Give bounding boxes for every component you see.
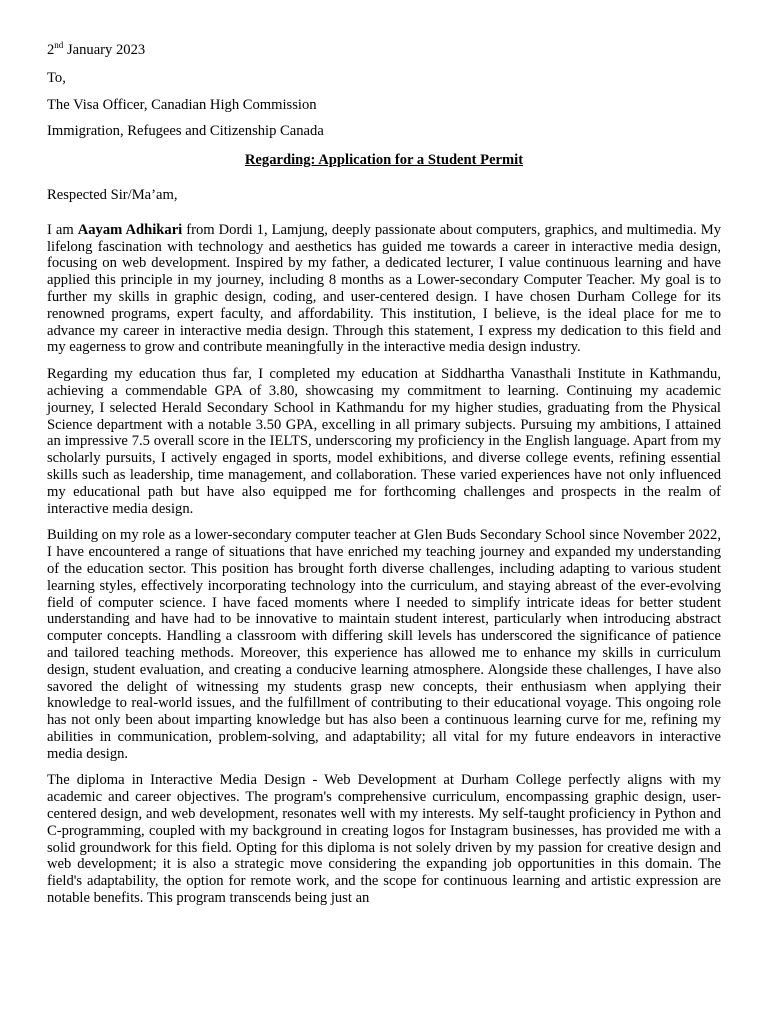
salutation: Respected Sir/Ma’am, (47, 186, 178, 203)
date-day: 2 (47, 42, 55, 58)
paragraph-teaching-experience: Building on my role as a lower-secondary computer teacher at Glen Buds Secondary School since November 2022, I have encountered a range of situations that have enriched my teaching journey and expanded my understanding of the education sector. This position has brought forth diverse challenges, including adapting to various student learning styles, effectively incorporating technology into the curriculum, and staying abreast of the ever-evolving field of computer science. I have faced moments where I needed to simplify intricate ideas for better student understanding and have had to be innovative to maintain student interest, particularly when introducing abstract computer concepts. Handling a classroom with differing skill levels has underscored the significance of patience and tailored teaching methods. Moreover, this experience has allowed me to enhance my skills in curriculum design, student evaluation, and creating a conducive learning atmosphere. Alongside these challenges, I have also savored the delight of witnessing my students grasp new concepts, their enthusiasm when applying their knowledge to real-world issues, and the fulfillment of contributing to their educational voyage. This ongoing role has not only been about imparting knowledge but has also been a continuous learning curve for me, refining my abilities in communication, problem-solving, and adaptability; all vital for my future endeavors in interactive media design. (47, 527, 721, 762)
recipient-line-2: Immigration, Refugees and Citizenship Canada (47, 123, 324, 140)
date-suffix: nd (54, 40, 64, 51)
recipient-line-1: The Visa Officer, Canadian High Commission (47, 96, 317, 113)
date-rest: January 2023 (63, 42, 146, 58)
letter-page (47, 42, 721, 917)
intro-start: I am (47, 221, 78, 238)
letter-date (47, 42, 721, 59)
paragraph-introduction (47, 222, 721, 356)
subject-heading: Regarding: Application for a Student Permit (244, 152, 524, 169)
applicant-name: Aayam Adhikari (77, 221, 183, 238)
paragraph-education: Regarding my education thus far, I completed my education at Siddhartha Vanasthali Institute in Kathmandu, achieving a commendable GPA of 3.80, showcasing my commitment to learning. Continuing my academic journey, I selected Herald Secondary School in Kathmandu for my higher studies, graduating from the Physical Science department with a notable 3.50 GPA, excelling in all primary subjects. Pursuing my ambitions, I attained an impressive 7.5 overall score in the IELTS, underscoring my proficiency in the English language. Apart from my scholarly pursuits, I actively engaged in sports, model exhibitions, and diverse college events, refining essential skills such as leadership, time management, and collaboration. These varied experiences have not only influenced my educational path but have also equipped me for forthcoming challenges and prospects in the realm of interactive media design. (47, 366, 721, 517)
paragraph-program-choice: The diploma in Interactive Media Design - Web Development at Durham College perfectly aligns with my academic and career objectives. The program's comprehensive curriculum, encompassing graphic design, user-centered design, and web development, resonates well with my interests. My self-taught proficiency in Python and C-programming, coupled with my background in creating logos for Instagram businesses, has provided me with a solid groundwork for this field. Opting for this diploma is not solely driven by my passion for creative design and web development; it is also a strategic move considering the expanding job opportunities in this domain. The field's adaptability, the option for remote work, and the scope for continuous learning and artistic expression are notable benefits. This program transcends being just an (47, 772, 721, 907)
to-line: To, (47, 69, 66, 86)
intro-rest: from Dordi 1, Lamjung, deeply passionate about computers, graphics, and multimedia. My lifelong fascination with technology and aesthetics has guided me towards a career in interactive media design, focusing on web development. Inspired by my father, a dedicated lecturer, I value continuous learning and have applied this principle in my journey, including 8 months as a Lower-secondary Computer Teacher. My goal is to further my skills in graphic design, coding, and user-centered design. I have chosen Durham College for its renowned programs, expert faculty, and affordability. This institution, I believe, is the ideal place for me to advance my career in interactive media design. Through this statement, I express my dedication to this field and my eagerness to grow and contribute meaningfully in the interactive media design industry. (47, 221, 721, 356)
